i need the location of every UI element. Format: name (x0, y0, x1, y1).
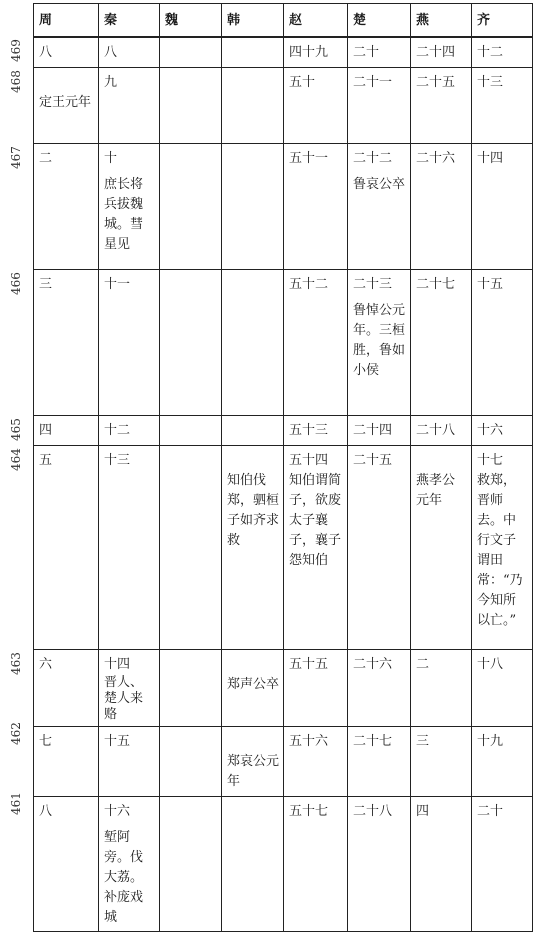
cell-value: 三 (416, 733, 430, 749)
cell-value: 二 (39, 150, 53, 166)
table-cell (160, 445, 222, 649)
cell-value: 八 (39, 45, 53, 60)
table-cell (99, 649, 160, 726)
table-cell (411, 726, 472, 796)
cell-value: 十七 (477, 452, 504, 468)
column-header-han: 韩 (222, 4, 284, 38)
table-cell (411, 143, 472, 269)
table-cell (411, 796, 472, 931)
cell-value: 三 (39, 276, 53, 292)
table-cell (160, 37, 222, 67)
cell-value: 十 (104, 150, 118, 166)
table-row (34, 445, 533, 649)
cell-value: 二十六 (416, 150, 456, 166)
table-cell (348, 269, 411, 415)
column-header-chu: 楚 (348, 4, 411, 38)
table-row (34, 796, 533, 931)
table-cell (99, 726, 160, 796)
table-cell (99, 67, 160, 143)
table-cell (348, 37, 411, 67)
cell-value: 二十六 (353, 656, 393, 672)
table-cell (99, 415, 160, 445)
table-row (34, 415, 533, 445)
table-row (34, 67, 533, 143)
cell-note: 知伯伐郑，驷桓子如齐求救 (227, 472, 280, 548)
table-cell (34, 726, 99, 796)
table-cell (160, 415, 222, 445)
column-header-zhao: 赵 (284, 4, 348, 38)
table-cell (472, 269, 533, 415)
table-cell (472, 726, 533, 796)
cell-value: 十四 (477, 150, 504, 166)
table-cell (284, 269, 348, 415)
table-cell (284, 67, 348, 143)
table-cell (348, 67, 411, 143)
cell-value: 五十六 (289, 733, 329, 749)
table-cell (34, 67, 99, 143)
year-label-463: 463 (9, 652, 23, 675)
table-cell (472, 67, 533, 143)
column-header-qi: 齐 (472, 4, 533, 38)
table-cell (348, 726, 411, 796)
cell-value: 十九 (477, 733, 504, 749)
table-cell (34, 143, 99, 269)
table-cell (411, 445, 472, 649)
year-label-461: 461 (9, 792, 23, 815)
table-cell (284, 143, 348, 269)
year-label-462: 462 (9, 722, 23, 745)
cell-value: 六 (39, 656, 53, 672)
cell-value: 二十四 (353, 422, 393, 438)
column-header-wei: 魏 (160, 4, 222, 38)
cell-value: 十三 (104, 452, 131, 468)
table-cell (99, 143, 160, 269)
table-cell (411, 37, 472, 67)
table-cell (472, 445, 533, 649)
table-cell (284, 415, 348, 445)
year-label-468: 468 (9, 70, 23, 93)
cell-value: 二 (416, 656, 430, 672)
header-row (34, 4, 533, 38)
table-cell (222, 143, 284, 269)
year-label-469: 469 (9, 39, 23, 62)
table-cell (34, 415, 99, 445)
table-cell (411, 67, 472, 143)
table-cell (99, 37, 160, 67)
cell-note: 燕孝公元年 (416, 472, 456, 508)
cell-value: 二十五 (416, 74, 456, 90)
cell-value: 十八 (477, 656, 504, 672)
table-cell (284, 726, 348, 796)
table-cell (348, 649, 411, 726)
table-cell (348, 445, 411, 649)
cell-value: 十六 (477, 422, 504, 438)
table-cell (160, 649, 222, 726)
table-cell (472, 649, 533, 726)
cell-value: 五十七 (289, 803, 329, 819)
cell-value: 八 (104, 45, 118, 60)
cell-value: 十五 (104, 733, 131, 749)
year-label-465: 465 (9, 418, 23, 441)
table-cell (99, 269, 160, 415)
cell-note: 晋人、楚人来赂 (104, 674, 144, 722)
table-cell (160, 796, 222, 931)
cell-value: 十三 (477, 74, 504, 90)
cell-value: 十六 (104, 803, 131, 819)
table-cell (222, 415, 284, 445)
cell-value: 四十九 (289, 45, 329, 60)
table-cell (472, 415, 533, 445)
table-cell (99, 445, 160, 649)
table-cell (472, 143, 533, 269)
column-header-zhou: 周 (34, 4, 99, 38)
year-label-464: 464 (9, 448, 23, 471)
table-cell (34, 649, 99, 726)
table-cell (348, 415, 411, 445)
column-header-yan: 燕 (411, 4, 472, 38)
cell-value: 二十七 (353, 733, 393, 749)
cell-note: 知伯谓简子，欲废太子襄子，襄子怨知伯 (289, 472, 342, 568)
table-cell (34, 37, 99, 67)
cell-value: 八 (39, 803, 53, 819)
cell-value: 二十八 (353, 803, 393, 819)
chronology-table (33, 3, 533, 932)
table-row (34, 649, 533, 726)
cell-note: 鲁哀公卒 (353, 176, 406, 192)
table-row (34, 37, 533, 67)
cell-value: 九 (104, 74, 118, 90)
cell-value: 七 (39, 733, 53, 749)
cell-value: 二十 (477, 803, 504, 819)
table-cell (222, 269, 284, 415)
table-cell (222, 67, 284, 143)
cell-value: 五十三 (289, 422, 329, 438)
table-cell (34, 269, 99, 415)
cell-value: 五十五 (289, 656, 329, 672)
cell-value: 五十一 (289, 150, 329, 166)
cell-value: 十二 (477, 45, 504, 60)
table-cell (34, 445, 99, 649)
cell-value: 二十七 (416, 276, 456, 292)
cell-note: 堑阿旁。伐大荔。补庞戏城 (104, 829, 144, 925)
year-label-466: 466 (9, 272, 23, 295)
cell-value: 十一 (104, 276, 131, 292)
table-cell (222, 649, 284, 726)
table-row (34, 269, 533, 415)
cell-value: 二十五 (353, 452, 393, 468)
cell-value: 二十八 (416, 422, 456, 438)
table-row (34, 143, 533, 269)
cell-note: 庶长将兵拔魏城。彗星见 (104, 176, 144, 252)
table-cell (284, 445, 348, 649)
cell-value: 十五 (477, 276, 504, 292)
cell-value: 五十 (289, 74, 316, 90)
table-cell (222, 726, 284, 796)
table-cell (411, 415, 472, 445)
table-cell (284, 796, 348, 931)
cell-value: 二十三 (353, 276, 393, 292)
cell-note: 郑声公卒 (227, 676, 280, 692)
cell-value: 十四 (104, 656, 131, 672)
cell-note: 定王元年 (39, 94, 92, 110)
table-cell (472, 796, 533, 931)
table-cell (348, 796, 411, 931)
cell-value: 四 (416, 803, 430, 819)
column-header-qin: 秦 (99, 4, 160, 38)
table-cell (99, 796, 160, 931)
cell-note: 鲁悼公元年。三桓胜，鲁如小侯 (353, 302, 406, 378)
table-cell (160, 143, 222, 269)
table-cell (348, 143, 411, 269)
cell-value: 二十四 (416, 45, 456, 60)
cell-value: 五十四 (289, 452, 329, 468)
table-cell (411, 649, 472, 726)
table-cell (472, 37, 533, 67)
table-cell (284, 649, 348, 726)
table-cell (34, 796, 99, 931)
cell-value: 四 (39, 422, 53, 438)
year-label-467: 467 (9, 146, 23, 169)
table-cell (160, 726, 222, 796)
cell-value: 五 (39, 452, 53, 468)
table-cell (160, 67, 222, 143)
cell-value: 二十 (353, 45, 380, 60)
table-cell (284, 37, 348, 67)
table-cell (411, 269, 472, 415)
table-cell (222, 37, 284, 67)
cell-value: 十二 (104, 422, 131, 438)
table-row (34, 726, 533, 796)
table-cell (222, 796, 284, 931)
cell-value: 五十二 (289, 276, 329, 292)
table-cell (222, 445, 284, 649)
cell-value: 二十一 (353, 74, 393, 90)
cell-note: 救郑，晋师去。中行文子谓田常：“乃今知所以亡。” (477, 472, 523, 628)
cell-note: 郑哀公元年 (227, 753, 280, 789)
cell-value: 二十二 (353, 150, 393, 166)
table-cell (160, 269, 222, 415)
